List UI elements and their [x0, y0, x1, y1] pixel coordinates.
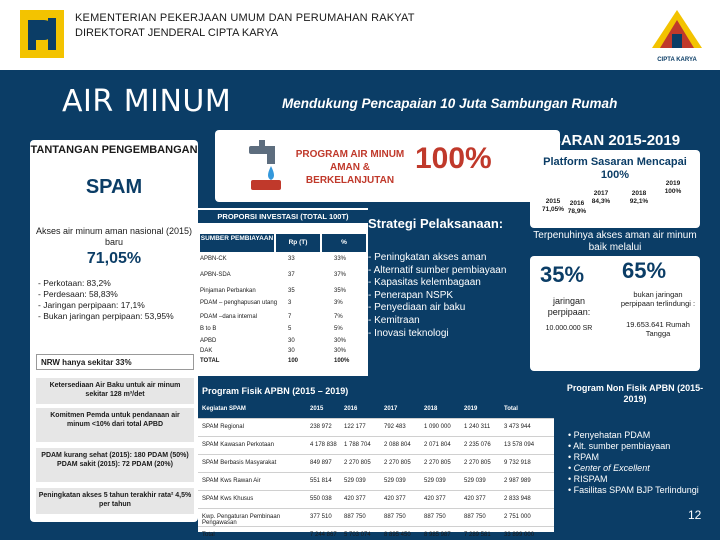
apbn-cell-value: 1 090 000 [424, 424, 451, 430]
nonfisik-item: • RISPAM [568, 474, 608, 484]
year-step-value: 92,1% [629, 198, 649, 205]
proporsi-investasi-table [198, 208, 368, 376]
strategi-item: - Inovasi teknologi [368, 327, 449, 339]
proporsi-cell-rp: 37 [288, 272, 295, 278]
akses-value: 71,05% [86, 250, 142, 267]
year-step-value: 78,9% [567, 208, 587, 215]
strategi-item: - Peningkatan akses aman [368, 252, 487, 263]
apbn-cell-value: 377 510 [310, 514, 332, 520]
apbn-cell-value: 529 039 [344, 478, 366, 484]
page-subtitle: Mendukung Pencapaian 10 Juta Sambungan Rumah [282, 96, 618, 111]
year-step-value: 84,3% [591, 198, 611, 205]
nonfisik-item: • Penyehatan PDAM [568, 430, 651, 440]
nonfisik-item: • RPAM [568, 452, 599, 462]
piped-percent: 35% [540, 262, 585, 287]
apbn-cell-value: 2 833 948 [504, 496, 531, 502]
apbn-cell-value: 420 377 [344, 496, 366, 502]
nonfisik-item: • Fasilitas SPAM BJP Terlindungi [568, 485, 699, 495]
year-step-value: 100% [664, 188, 682, 195]
apbn-cell-value: 2 270 805 [424, 460, 451, 466]
apbn-cell-value: 551 814 [310, 478, 332, 484]
apbn-title: Program Fisik APBN (2015 – 2019) [202, 386, 349, 396]
apbn-cell-value: 420 377 [384, 496, 406, 502]
apbn-cell-value: 2018 [424, 406, 438, 412]
tantangan-title: TANTANGAN PENGEMBANGAN [30, 144, 198, 156]
nonfisik-item: • Center of Excellent [568, 463, 650, 473]
strategi-title: Strategi Pelaksanaan: [368, 216, 504, 231]
proporsi-cell-source: B to B [200, 326, 217, 332]
apbn-cell-value: 2 751 000 [504, 514, 531, 520]
terpenuhi-text: Terpenuhinya akses aman air minum baik melalui [533, 230, 697, 253]
proporsi-cell-source: PDAM –dana internal [200, 314, 258, 320]
strategi-item: - Alternatif sumber pembiayaan [368, 264, 507, 276]
proporsi-cell-pct: 30% [334, 348, 347, 354]
apbn-cell-value: Total [504, 406, 518, 412]
apbn-cell-value: 9 732 918 [504, 460, 531, 466]
akses-split-panel [530, 256, 700, 371]
apbn-row [198, 454, 554, 473]
apbn-cell-value: 420 377 [424, 496, 446, 502]
year-step [622, 190, 656, 206]
strategi-item: - Kemitraan [368, 314, 420, 326]
challenge-box: Peningkatan akses 5 tahun terakhir rata² 4,5% per tahun [36, 488, 194, 514]
tantangan-bullet: - Bukan jaringan perpipaan: 53,95% [38, 311, 174, 321]
tantangan-bullet: - Perkotaan: 83,2% [38, 278, 111, 288]
directorate-name: DIREKTORAT JENDERAL CIPTA KARYA [75, 27, 279, 39]
apbn-cell-value: 529 039 [424, 478, 446, 484]
non-piped-value: 19.653.641 Rumah Tangga [626, 320, 690, 338]
proporsi-cell-rp: 30 [288, 348, 295, 354]
apbn-cell-value: 887 750 [464, 514, 486, 520]
proporsi-cell-pct: 7% [334, 314, 343, 320]
apbn-cell-value: 2015 [310, 406, 324, 412]
proporsi-header-source: SUMBER PEMBIAYAAN [200, 234, 274, 252]
proporsi-cell-source: APBN-CK [200, 256, 227, 262]
apbn-cell-value: 5 703 074 [344, 532, 371, 538]
program-title: PROGRAM AIR MINUM AMAN & BERKELANJUTAN [295, 149, 405, 186]
apbn-cell-value: 8 895 450 [384, 532, 411, 538]
year-step-year: 2017 [593, 190, 609, 197]
page-title: AIR MINUM [62, 84, 232, 119]
apbn-row [198, 490, 554, 509]
apbn-cell-activity: Total [202, 532, 215, 538]
piped-value: 10.000.000 SR [545, 325, 593, 332]
non-piped-percent: 65% [622, 258, 667, 283]
platform-text: Platform Sasaran Mencapai 100% [543, 156, 687, 181]
proporsi-header-pct: % [322, 234, 366, 252]
proporsi-cell-source: APBD [200, 338, 217, 344]
program-banner [215, 130, 560, 202]
apbn-cell-value: 849 897 [310, 460, 332, 466]
apbn-cell-value: 2019 [464, 406, 478, 412]
apbn-row [198, 472, 554, 491]
proporsi-cell-rp: 3 [288, 300, 292, 306]
proporsi-cell-pct: 33% [334, 256, 347, 262]
apbn-cell-activity: Kwp. Pengaturan Pembinaan Pengawasan [202, 514, 281, 526]
year-step-year: 2016 [569, 200, 585, 207]
apbn-row [198, 436, 554, 455]
sasaran-title: SASARAN 2015-2019 [530, 132, 681, 149]
proporsi-cell-source: APBN-SDA [200, 272, 231, 278]
tantangan-panel [30, 140, 198, 522]
apbn-cell-value: 2017 [384, 406, 398, 412]
strategi-item: - Penyediaan air baku [368, 302, 466, 314]
platform-panel [530, 150, 700, 228]
piped-label: jaringan perpipaan: [547, 296, 591, 317]
apbn-cell-value: 887 750 [424, 514, 446, 520]
faucet-icon [245, 140, 283, 190]
proporsi-cell-pct: 100% [334, 358, 350, 364]
page-number: 12 [688, 508, 702, 522]
proporsi-header-rp: Rp (T) [276, 234, 320, 252]
strategi-item: - Kapasitas kelembagaan [368, 277, 481, 289]
nrw-box: NRW hanya sekitar 33% [36, 354, 194, 370]
strategi-item: - Penerapan NSPK [368, 289, 454, 301]
apbn-cell-value: 2 235 076 [464, 442, 491, 448]
apbn-row [198, 526, 554, 540]
apbn-cell-value: 238 972 [310, 424, 332, 430]
proporsi-cell-rp: 35 [288, 288, 295, 294]
apbn-cell-value: 4 178 838 [310, 442, 337, 448]
apbn-cell-value: 7 244 867 [310, 532, 337, 538]
proporsi-cell-pct: 35% [334, 288, 347, 294]
nonfisik-list [568, 430, 708, 496]
apbn-cell-value: 887 750 [344, 514, 366, 520]
apbn-cell-activity: SPAM Regional [202, 424, 244, 430]
year-step-year: 2015 [545, 198, 561, 205]
cipta-karya-logo-text: CIPTA KARYA [657, 57, 697, 63]
proporsi-cell-rp: 33 [288, 256, 295, 262]
apbn-cell-value: 2 088 804 [384, 442, 411, 448]
akses-text: Akses air minum aman nasional (2015) baru [35, 226, 193, 247]
proporsi-cell-pct: 30% [334, 338, 347, 344]
year-step [656, 180, 690, 196]
apbn-cell-value: 122 177 [344, 424, 366, 430]
apbn-cell-value: 1 788 704 [344, 442, 371, 448]
challenge-box: Ketersediaan Air Baku untuk air minum sekitar 128 m³/det [36, 378, 194, 404]
apbn-cell-activity: SPAM Kawasan Perkotaan [202, 442, 274, 448]
non-piped-label: bukan jaringan perpipaan terlindungi : [620, 290, 696, 308]
proporsi-cell-rp: 7 [288, 314, 292, 320]
proporsi-cell-source: TOTAL [200, 358, 220, 364]
apbn-cell-activity: SPAM Kws Khusus [202, 496, 254, 502]
apbn-cell-value: 33 899 000 [504, 532, 535, 538]
proporsi-cell-pct: 37% [334, 272, 347, 278]
proporsi-cell-source: Pinjaman Perbankan [200, 288, 256, 294]
apbn-table [198, 400, 554, 538]
proporsi-cell-pct: 3% [334, 300, 343, 306]
proporsi-cell-rp: 100 [288, 358, 299, 364]
apbn-cell-value: 8 985 987 [424, 532, 451, 538]
pupr-logo-icon [20, 10, 64, 58]
tantangan-bullet: - Perdesaan: 58,83% [38, 289, 118, 299]
nonfisik-item: • Alt. sumber pembiayaan [568, 441, 671, 451]
apbn-cell-value: 529 039 [384, 478, 406, 484]
apbn-cell-value: 792 483 [384, 424, 406, 430]
challenge-box: PDAM kurang sehat (2015): 180 PDAM (50%) PDAM sakit (2015): 72 PDAM (20%) [36, 448, 194, 482]
apbn-cell-value: 2 270 805 [464, 460, 491, 466]
tantangan-bullet: - Jaringan perpipaan: 17,1% [38, 300, 145, 310]
year-step-year: 2019 [665, 180, 681, 187]
year-step-year: 2018 [631, 190, 647, 197]
apbn-cell-value: 2 987 989 [504, 478, 531, 484]
apbn-cell-value: 2 071 804 [424, 442, 451, 448]
strategi-list [368, 252, 518, 340]
header-bar [0, 0, 720, 70]
challenge-box: Komitmen Pemda untuk pendanaan air minum <10% dari total APBD [36, 408, 194, 442]
cipta-karya-logo [648, 8, 706, 62]
apbn-row [198, 508, 554, 527]
apbn-cell-value: 2 270 805 [344, 460, 371, 466]
apbn-cell-activity: SPAM Kws Rawan Air [202, 478, 261, 484]
apbn-cell-value: 2 270 805 [384, 460, 411, 466]
proporsi-cell-source: DAK [200, 348, 213, 354]
proporsi-cell-rp: 30 [288, 338, 295, 344]
apbn-cell-value: 7 289 581 [464, 532, 491, 538]
apbn-cell-value: 1 240 311 [464, 424, 491, 430]
spam-label: SPAM [85, 176, 143, 198]
program-target: 100% [415, 142, 492, 175]
apbn-cell-value: 3 473 944 [504, 424, 531, 430]
apbn-row [198, 418, 554, 437]
year-step [584, 190, 618, 206]
proporsi-cell-source: PDAM – penghapusan utang [200, 300, 278, 306]
apbn-cell-value: 420 377 [464, 496, 486, 502]
cipta-karya-logo-icon [648, 8, 706, 52]
year-step-value: 71,05% [541, 206, 565, 213]
apbn-cell-value: 529 039 [464, 478, 486, 484]
ministry-name: KEMENTERIAN PEKERJAAN UMUM DAN PERUMAHAN RAKYAT [75, 12, 415, 24]
apbn-cell-value: 13 578 094 [504, 442, 535, 448]
apbn-cell-activity: Kegiatan SPAM [202, 406, 246, 412]
pdam-sehat: 100% PDAM Sehat [566, 358, 664, 370]
apbn-cell-activity: SPAM Berbasis Masyarakat [202, 460, 277, 466]
apbn-cell-value: 550 038 [310, 496, 332, 502]
proporsi-cell-rp: 5 [288, 326, 292, 332]
apbn-cell-value: 887 750 [384, 514, 406, 520]
apbn-header-row [198, 400, 554, 419]
nonfisik-title: Program Non Fisik APBN (2015-2019) [566, 383, 704, 404]
apbn-cell-value: 2016 [344, 406, 358, 412]
proporsi-title: PROPORSI INVESTASI (TOTAL 100T) [198, 210, 368, 223]
proporsi-cell-pct: 5% [334, 326, 343, 332]
